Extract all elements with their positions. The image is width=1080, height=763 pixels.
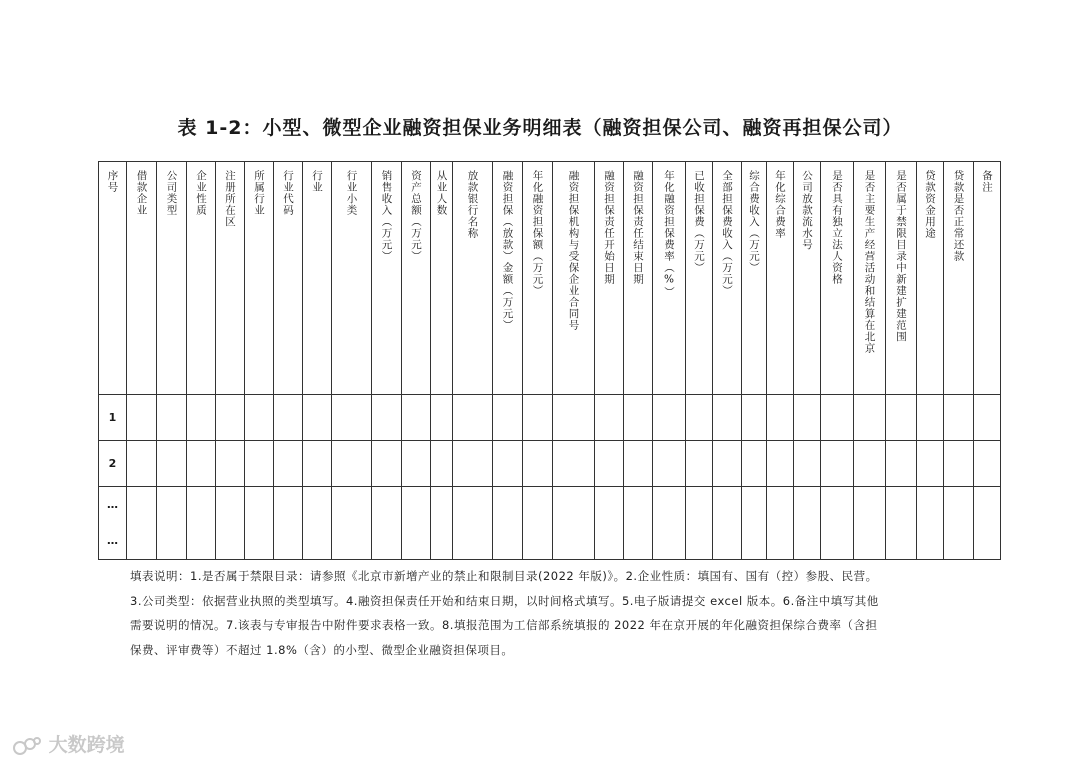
column-header	[944, 162, 974, 395]
column-header	[624, 162, 653, 395]
table-cell	[523, 487, 553, 560]
table-cell	[157, 395, 187, 441]
column-header-label: 是否主要生产经营活动和结算在北京	[863, 170, 876, 354]
table-cell	[187, 441, 216, 487]
table-cell	[553, 487, 595, 560]
table-cell	[523, 441, 553, 487]
table-cell	[653, 487, 686, 560]
table-cell	[767, 487, 794, 560]
ellipsis-row: …	[107, 534, 118, 547]
table-cell	[553, 441, 595, 487]
table-cell	[453, 487, 493, 560]
column-header	[187, 162, 216, 395]
table-cell	[127, 441, 157, 487]
column-header-label: 销售收入（万元）	[380, 170, 393, 262]
table-cell	[216, 395, 245, 441]
table-cell	[372, 441, 402, 487]
table-cell	[794, 487, 821, 560]
column-header-label: 综合费收入（万元）	[748, 170, 760, 274]
table-cell	[854, 487, 886, 560]
table-cell	[854, 395, 886, 441]
table-cell	[493, 395, 523, 441]
table-cell	[216, 487, 245, 560]
table-cell	[974, 441, 1001, 487]
column-header	[886, 162, 917, 395]
page-title: 表 1-2：小型、微型企业融资担保业务明细表（融资担保公司、融资再担保公司）	[177, 117, 903, 139]
watermark-logo-icon	[12, 735, 42, 757]
table-cell	[944, 441, 974, 487]
table-cell	[595, 395, 624, 441]
table-cell	[245, 441, 274, 487]
table-cell	[686, 441, 713, 487]
table-cell	[303, 487, 332, 560]
table-cell	[886, 441, 917, 487]
column-header-label: 融资担保（放款）金额（万元）	[501, 170, 514, 331]
table-cell	[917, 487, 944, 560]
column-header-label: 放款银行名称	[466, 170, 479, 239]
table-cell	[274, 487, 303, 560]
column-header-label: 贷款资金用途	[924, 170, 936, 239]
column-header	[303, 162, 332, 395]
column-header	[767, 162, 794, 395]
guarantee-detail-table	[98, 161, 1001, 560]
column-header-label: 备注	[981, 170, 993, 193]
note-line: 保费、评审费等）不超过 1.8%（含）的小型、微型企业融资担保项目。	[130, 642, 514, 657]
watermark	[12, 730, 125, 757]
column-header	[523, 162, 553, 395]
column-header-label: 年化融资担保费率（%）	[663, 170, 675, 298]
table-cell	[767, 395, 794, 441]
column-header	[332, 162, 372, 395]
table-cell	[686, 395, 713, 441]
table-cell	[713, 441, 742, 487]
column-header	[157, 162, 187, 395]
column-header	[821, 162, 854, 395]
table-cell	[553, 395, 595, 441]
table-cell	[917, 395, 944, 441]
table-cell	[187, 487, 216, 560]
column-header	[216, 162, 245, 395]
table-cell	[713, 487, 742, 560]
table-cell	[332, 487, 372, 560]
column-header	[553, 162, 595, 395]
table-cell	[303, 395, 332, 441]
column-header-label: 公司放款流水号	[801, 170, 813, 251]
table-cell	[944, 395, 974, 441]
column-header	[99, 162, 127, 395]
table-cell	[854, 441, 886, 487]
row-number: 2	[99, 441, 127, 487]
table-cell	[157, 441, 187, 487]
column-header	[794, 162, 821, 395]
column-header-label: 资产总额（万元）	[410, 170, 422, 262]
column-header-label: 融资担保机构与受保企业合同号	[567, 170, 580, 331]
table-cell	[767, 441, 794, 487]
column-header-label: 公司类型	[165, 170, 178, 216]
column-header	[372, 162, 402, 395]
column-header-label: 从业人数	[435, 170, 448, 216]
table-cell	[402, 395, 431, 441]
column-header	[431, 162, 453, 395]
column-header-label: 行业代码	[282, 170, 294, 216]
watermark-text: 大数跨境	[48, 734, 125, 756]
table-cell	[127, 487, 157, 560]
table-cell	[493, 487, 523, 560]
column-header	[274, 162, 303, 395]
table-cell	[742, 441, 767, 487]
column-header-label: 行业	[311, 170, 323, 193]
column-header	[713, 162, 742, 395]
table-cell	[245, 487, 274, 560]
column-header-label: 年化综合费率	[774, 170, 786, 239]
column-header	[595, 162, 624, 395]
table-cell	[944, 487, 974, 560]
table-cell	[303, 441, 332, 487]
table-cell	[595, 487, 624, 560]
table-cell	[402, 487, 431, 560]
row-number: 1	[99, 395, 127, 441]
table-cell	[127, 395, 157, 441]
column-header	[686, 162, 713, 395]
table-cell	[624, 441, 653, 487]
table-cell	[431, 441, 453, 487]
table-cell	[794, 395, 821, 441]
table-cell	[493, 441, 523, 487]
table-cell	[332, 395, 372, 441]
table-cell	[917, 441, 944, 487]
table-cell	[372, 395, 402, 441]
table-cell	[821, 395, 854, 441]
column-header	[402, 162, 431, 395]
table-cell	[431, 487, 453, 560]
table-cell	[886, 395, 917, 441]
column-header	[453, 162, 493, 395]
column-header-label: 借款企业	[135, 170, 148, 216]
table-cell	[372, 487, 402, 560]
table-cell	[332, 441, 372, 487]
table-cell	[187, 395, 216, 441]
table-cell	[653, 441, 686, 487]
table-cell	[821, 441, 854, 487]
ellipsis-row: …	[107, 498, 118, 511]
table-cell	[523, 395, 553, 441]
table-cell	[624, 487, 653, 560]
table-cell	[742, 395, 767, 441]
table-cell	[402, 441, 431, 487]
column-header	[742, 162, 767, 395]
table-cell	[245, 395, 274, 441]
note-line: 3.公司类型：依据营业执照的类型填写。4.融资担保责任开始和结束日期，以时间格式填写。5.电子版请提交 excel 版本。6.备注中填写其他	[130, 593, 879, 608]
table-cell	[157, 487, 187, 560]
column-header	[245, 162, 274, 395]
column-header	[854, 162, 886, 395]
table-cell	[713, 395, 742, 441]
table-cell	[431, 395, 453, 441]
column-header-label: 年化融资担保额（万元）	[531, 170, 544, 297]
column-header-label: 所属行业	[253, 170, 265, 216]
column-header-label: 全部担保费收入（万元）	[721, 170, 733, 297]
table-cell	[974, 395, 1001, 441]
table-cell	[453, 441, 493, 487]
column-header	[917, 162, 944, 395]
fill-instructions	[130, 564, 950, 662]
column-header-label: 企业性质	[195, 170, 207, 216]
column-header-label: 行业小类	[345, 170, 358, 216]
column-header-label: 融资担保责任结束日期	[632, 170, 644, 285]
column-header-label: 是否属于禁限目录中新建扩建范围	[895, 170, 907, 343]
table-cell	[595, 441, 624, 487]
column-header-label: 已收担保费（万元）	[693, 170, 705, 274]
column-header	[127, 162, 157, 395]
note-line: 需要说明的情况。7.该表与专审报告中附件要求表格一致。8.填报范围为工信部系统填报的 2022 年在京开展的年化融资担保综合费率（含担	[130, 618, 878, 632]
note-line: 填表说明：1.是否属于禁限目录：请参照《北京市新增产业的禁止和限制目录(2022 年版)》。2.企业性质：填国有、国有（控）参股、民营。	[130, 569, 878, 583]
column-header	[974, 162, 1001, 395]
column-header-label: 注册所在区	[224, 170, 236, 228]
table-cell	[886, 487, 917, 560]
table-cell	[216, 441, 245, 487]
table-cell	[453, 395, 493, 441]
table-cell	[274, 441, 303, 487]
table-cell	[974, 487, 1001, 560]
column-header-label: 融资担保责任开始日期	[603, 170, 615, 285]
table-cell	[821, 487, 854, 560]
table-cell	[794, 441, 821, 487]
table-cell	[653, 395, 686, 441]
column-header	[653, 162, 686, 395]
table-cell	[624, 395, 653, 441]
table-cell	[274, 395, 303, 441]
column-header-label: 贷款是否正常还款	[952, 170, 965, 262]
column-header-label: 序号	[106, 170, 119, 193]
column-header	[493, 162, 523, 395]
table-cell	[742, 487, 767, 560]
row-number	[99, 487, 127, 560]
table-cell	[686, 487, 713, 560]
column-header-label: 是否具有独立法人资格	[831, 170, 843, 285]
